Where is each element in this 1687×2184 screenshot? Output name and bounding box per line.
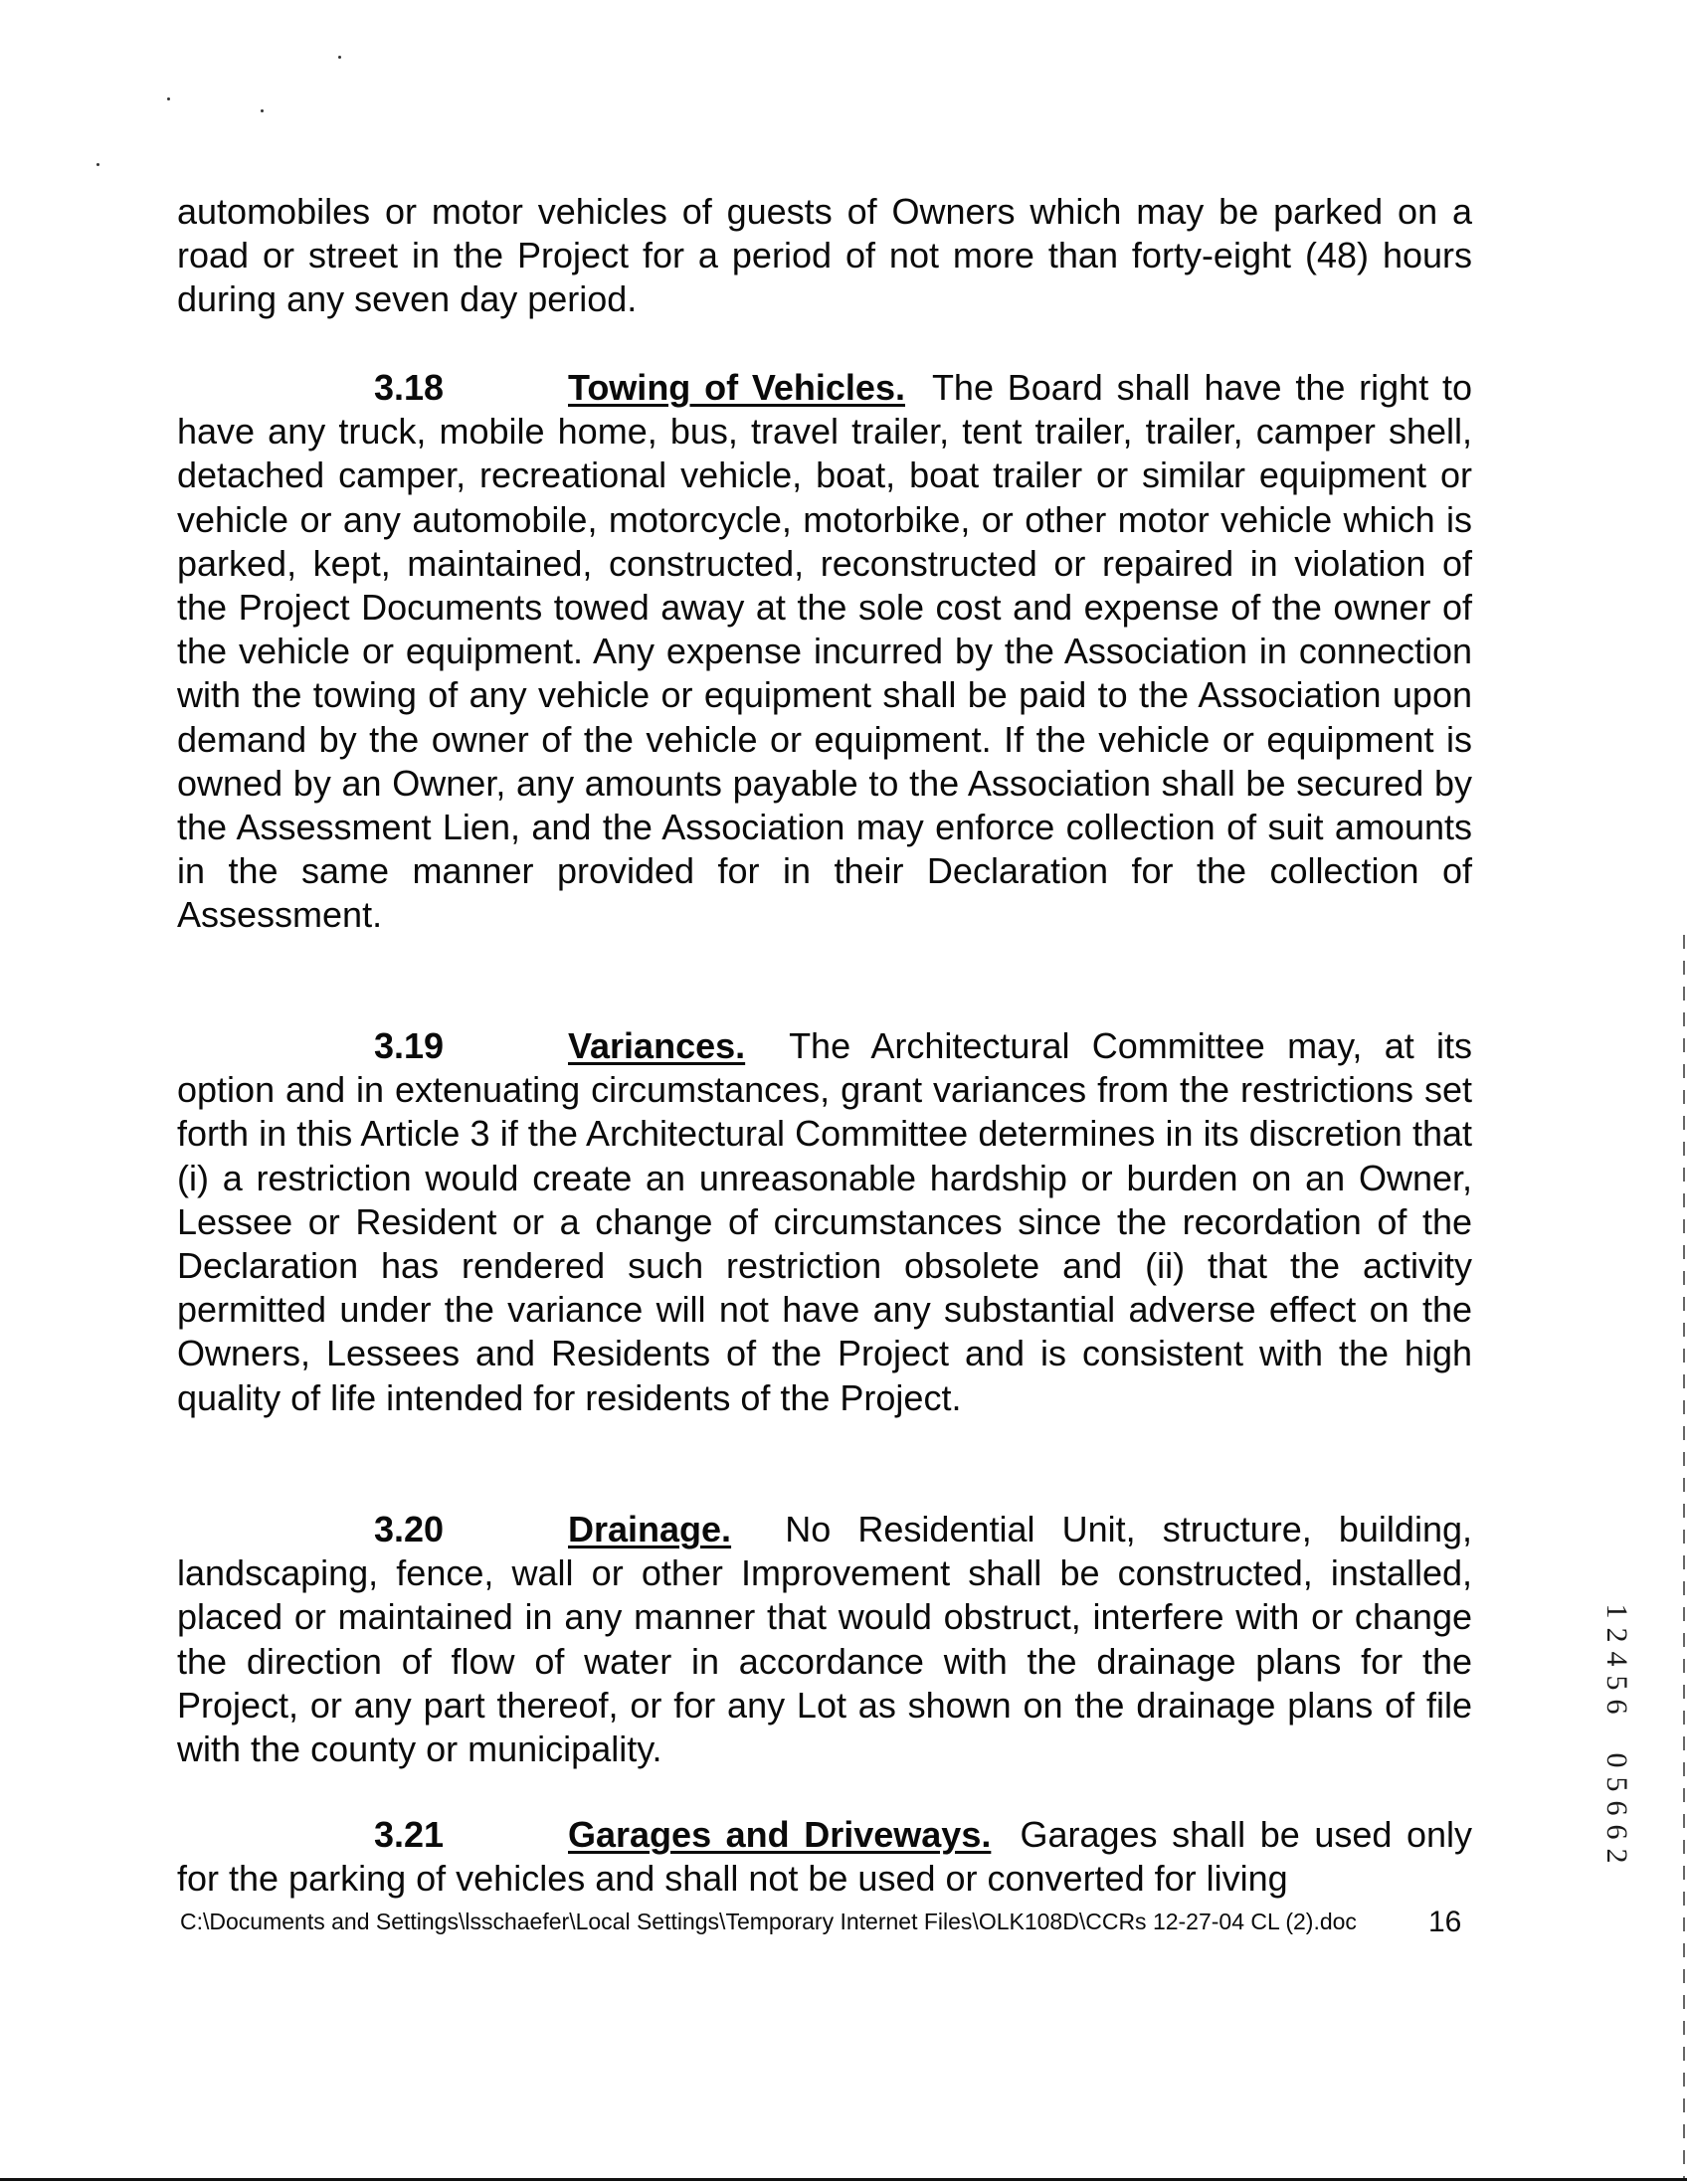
scan-speck (338, 56, 341, 59)
paragraph-continuation (177, 190, 1472, 322)
stamp-char: 0 (1600, 1752, 1633, 1768)
scan-edge (0, 2178, 1687, 2181)
stamp-char: 6 (1600, 1800, 1633, 1816)
section-3-20 (177, 1508, 1472, 1771)
stamp-char: 5 (1600, 1776, 1633, 1792)
section-text: No Residential Unit, structure, building, landscaping, fence, wall or other Improvement shall be constructed, installed, placed or maintained in any manner that would obstruct, interfere with or change the direction of flow of water in accordance with the drainage plans for the Project, or any part thereof, or for any Lot as shown on the drainage plans of file with the county or municipality. (177, 1509, 1472, 1770)
scan-speck (261, 109, 264, 112)
footer-file-path: C:\Documents and Settings\lsschaefer\Local Settings\Temporary Internet Files\OLK108D\CCRs 12-27-04 CL (2).doc (180, 1909, 1357, 1934)
section-number: 3.18 (374, 367, 445, 408)
section-title: Drainage. (568, 1509, 732, 1549)
section-number: 3.20 (374, 1509, 445, 1549)
section-text: The Architectural Committee may, at its option and in extenuating circumstances, grant variances from the restrictions set forth in this Article 3 if the Architectural Committee determines in its discretion that (i) a restriction would create an unreasonable hardship or burden on an Owner, Lessee or Resident or a change of circumstances since the recordation of the Declaration has rendered such restriction obsolete and (ii) that the activity permitted under the variance will not have any substantial adverse effect on the Owners, Lessees and Residents of the Project and is consistent with the high quality of life intended for residents of the Project. (177, 1025, 1472, 1418)
stamp-char: 4 (1600, 1651, 1633, 1667)
section-3-18 (177, 366, 1472, 938)
stamp-char: 6 (1600, 1824, 1633, 1840)
section-text: Garages shall be used only for the parking of vehicles and shall not be used or converted for living (177, 1814, 1472, 1900)
stamp-char: 2 (1600, 1848, 1633, 1864)
section-text: The Board shall have the right to have any truck, mobile home, bus, travel trailer, tent trailer, trailer, camper shell, detached camper, recreational vehicle, boat, boat trailer or similar equipment or vehicle or any automobile, motorcycle, motorbike, or other motor vehicle which is parked, kept, maintained, constructed, reconstructed or repaired in violation of the Project Documents towed away at the sole cost and expense of the owner of the vehicle or equipment. Any expense incurred by the Association in connection with the towing of any vehicle or equipment shall be paid to the Association upon demand by the owner of the vehicle or equipment. If the vehicle or equipment is owned by an Owner, any amounts payable to the Association shall be secured by the Assessment Lien, and the Association may enforce collection of suit amounts in the same manner provided for in their Declaration for the collection of Assessment. (177, 367, 1473, 936)
section-title: Towing of Vehicles. (568, 367, 905, 408)
stamp-char: 5 (1600, 1675, 1633, 1691)
paragraph-text: automobiles or motor vehicles of guests of Owners which may be parked on a road or street in the Project for a period of not more than forty-eight (48) hours during any seven day period. (177, 191, 1472, 320)
section-number: 3.21 (374, 1814, 445, 1855)
section-number: 3.19 (374, 1025, 445, 1066)
section-3-21 (177, 1813, 1472, 1901)
section-title: Variances. (568, 1025, 746, 1066)
section-title: Garages and Driveways. (568, 1814, 992, 1855)
recording-stamp (1596, 1596, 1636, 1885)
stamp-char: 2 (1600, 1627, 1633, 1643)
scan-edge (1683, 935, 1685, 2178)
page-number: 16 (1428, 1906, 1462, 1938)
scan-speck (167, 97, 170, 100)
section-3-19 (177, 1024, 1472, 1420)
stamp-char: 6 (1600, 1699, 1633, 1715)
scan-speck (96, 163, 99, 166)
stamp-char: 1 (1600, 1603, 1633, 1619)
